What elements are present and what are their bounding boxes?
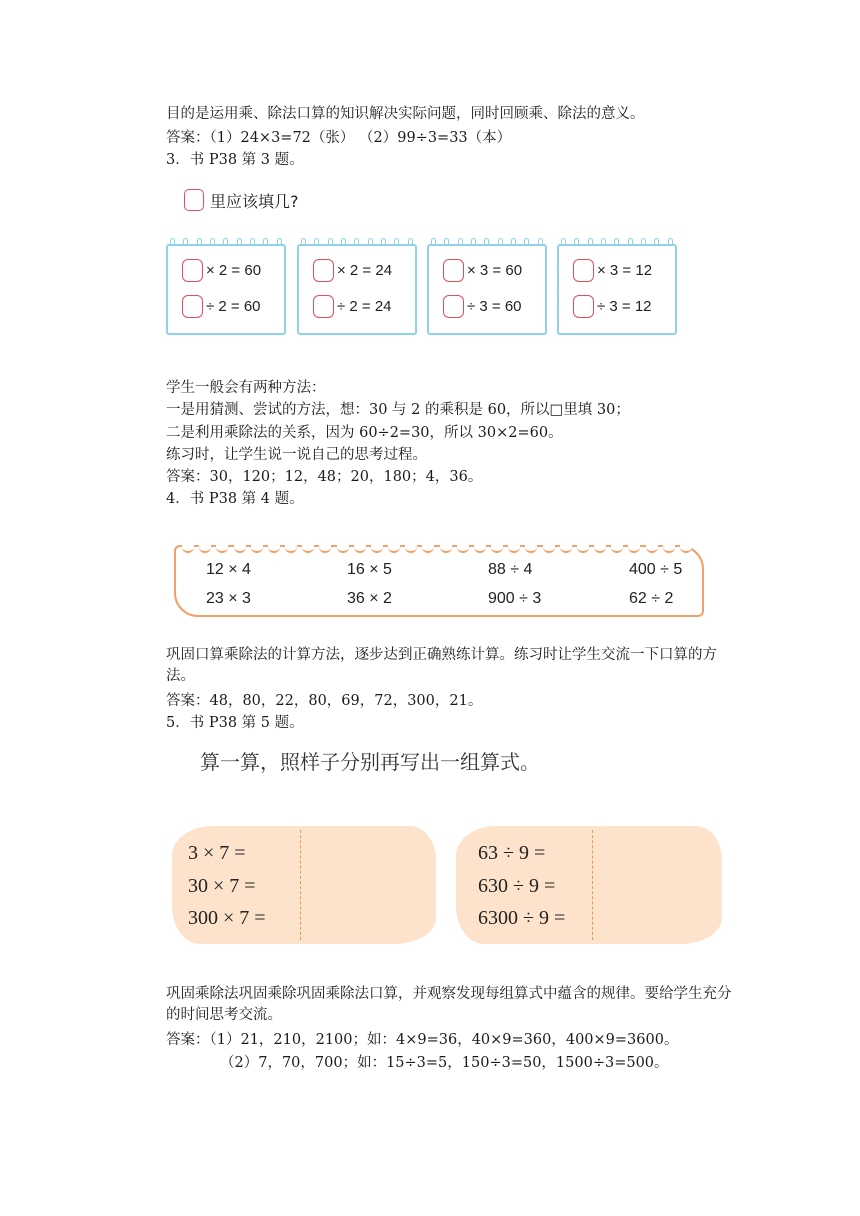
consolidation-paragraph-1: 巩固口算乘除法的计算方法，逐步达到正确熟练计算。练习时让学生交流一下口算的方法。 bbox=[166, 647, 717, 684]
equation: 300 × 7 = bbox=[188, 907, 266, 929]
answer-line-1: 答案：（1）24×3=72（张） （2）99÷3=33（本） bbox=[166, 130, 512, 146]
spiral-binding-icon bbox=[297, 238, 417, 248]
heading-q3: 3．书 P38 第 3 题。 bbox=[166, 152, 304, 168]
exercise-card-3 bbox=[427, 244, 547, 335]
equation: 630 ÷ 9 = bbox=[478, 875, 556, 897]
calc-item: 900 ÷ 3 bbox=[488, 590, 542, 607]
methods-intro: 学生一般会有两种方法： bbox=[166, 380, 326, 396]
answer-line-4: 答案：（1）21，210，2100；如：4×9=36，40×9=360，400×9=3600。 bbox=[166, 1032, 679, 1048]
calc-item: 23 × 3 bbox=[206, 590, 251, 607]
dashed-divider bbox=[300, 830, 301, 940]
practice-note: 练习时，让学生说一说自己的思考过程。 bbox=[166, 447, 427, 463]
equation: 3 × 7 = bbox=[188, 842, 246, 864]
calc-group-right bbox=[456, 826, 722, 944]
exercise-card-2 bbox=[297, 244, 417, 335]
figure3-title: 算一算，照样子分别再写出一组算式。 bbox=[200, 750, 540, 774]
exercise-card-4 bbox=[557, 244, 677, 335]
consolidation-paragraph-2: 巩固乘除法巩固乘除巩固乘除法口算，并观察发现每组算式中蕴含的规律。要给学生充分的时间思考交流。 bbox=[166, 986, 732, 1023]
answer-box bbox=[313, 259, 334, 282]
calc-item: 88 ÷ 4 bbox=[488, 561, 533, 578]
card-row: ÷ 2 = 24 bbox=[337, 297, 392, 315]
exercise-card-1 bbox=[166, 244, 286, 335]
answer-box bbox=[573, 259, 594, 282]
answer-line-3: 答案：48，80，22，80，69，72，300，21。 bbox=[166, 693, 483, 709]
answer-box bbox=[573, 295, 594, 318]
method-1: 一是用猜测、尝试的方法，想：30 与 2 的乘积是 60，所以□里填 30； bbox=[166, 402, 630, 418]
answer-line-5: （2）7，70，700；如：15÷3=5，150÷3=50，1500÷3=500。 bbox=[220, 1055, 669, 1071]
heading-q5: 5．书 P38 第 5 题。 bbox=[166, 715, 304, 731]
answer-box bbox=[443, 295, 464, 318]
card-row: × 3 = 60 bbox=[467, 261, 523, 279]
card-row: ÷ 3 = 60 bbox=[467, 297, 522, 315]
dashed-divider bbox=[592, 830, 593, 940]
calc-item: 36 × 2 bbox=[347, 590, 392, 607]
scallop-edge-icon bbox=[182, 545, 692, 553]
answer-box bbox=[182, 295, 203, 318]
card-row: ÷ 2 = 60 bbox=[206, 297, 261, 315]
calc-item: 400 ÷ 5 bbox=[629, 561, 683, 578]
method-2: 二是利用乘除法的关系，因为 60÷2=30，所以 30×2=60。 bbox=[166, 425, 563, 441]
answer-box bbox=[182, 259, 203, 282]
answer-line-2: 答案：30，120；12，48；20，180；4，36。 bbox=[166, 469, 483, 485]
figure1-title-text: 里应该填几? bbox=[210, 191, 299, 211]
calc-item: 16 × 5 bbox=[347, 561, 392, 578]
spiral-binding-icon bbox=[427, 238, 547, 248]
card-row: × 2 = 24 bbox=[337, 261, 393, 279]
card-row: × 2 = 60 bbox=[206, 261, 262, 279]
equation: 63 ÷ 9 = bbox=[478, 842, 546, 864]
equation: 6300 ÷ 9 = bbox=[478, 907, 566, 929]
intro-line: 目的是运用乘、除法口算的知识解决实际问题，同时回顾乘、除法的意义。 bbox=[166, 106, 645, 122]
figure1-title bbox=[184, 186, 299, 214]
calc-item: 12 × 4 bbox=[206, 561, 251, 578]
calc-group-left bbox=[172, 826, 436, 944]
card-row: ÷ 3 = 12 bbox=[597, 297, 652, 315]
card-row: × 3 = 12 bbox=[597, 261, 653, 279]
oral-calc-strip bbox=[174, 545, 704, 617]
equation: 30 × 7 = bbox=[188, 875, 256, 897]
answer-box bbox=[443, 259, 464, 282]
heading-q4: 4．书 P38 第 4 题。 bbox=[166, 491, 304, 507]
spiral-binding-icon bbox=[557, 238, 677, 248]
answer-box-icon bbox=[184, 189, 204, 211]
spiral-binding-icon bbox=[166, 238, 286, 248]
answer-box bbox=[313, 295, 334, 318]
calc-item: 62 ÷ 2 bbox=[629, 590, 674, 607]
